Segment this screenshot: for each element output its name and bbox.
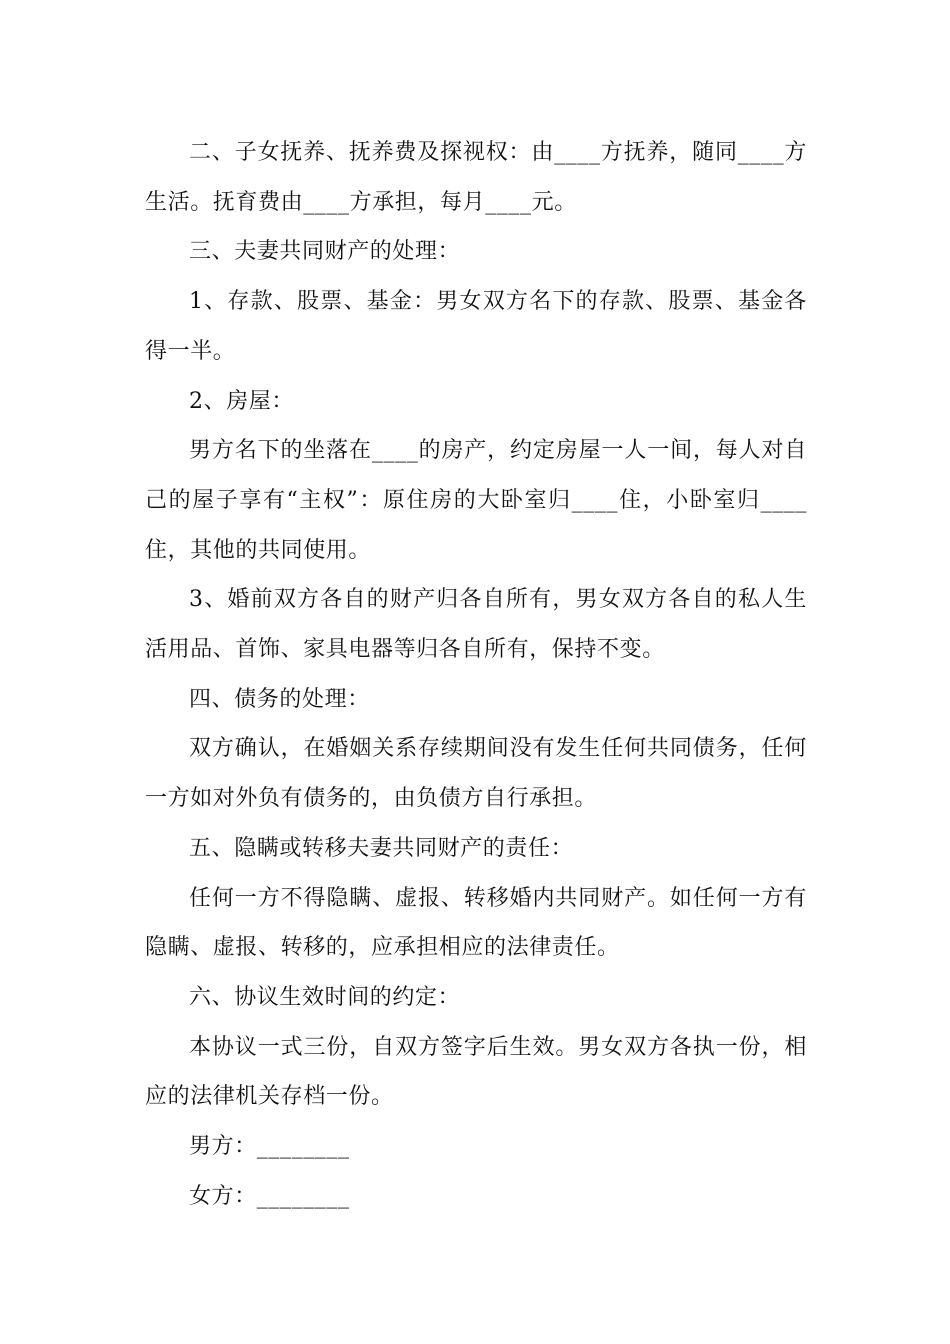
signature-female: 女方：________ — [189, 1183, 350, 1209]
heading-effective-time: 六、协议生效时间的约定： — [189, 984, 461, 1010]
clause-effective-time: 本协议一式三份，自双方签字后生效。男女双方各执一份，相应的法律机关存档一份。 — [145, 1034, 807, 1110]
clause-concealment: 任何一方不得隐瞒、虚报、转移婚内共同财产。如任何一方有隐瞒、虚报、转移的，应承担相应的法律责任。 — [145, 885, 807, 961]
clause-deposits-stocks-funds: 1、存款、股票、基金：男女双方名下的存款、股票、基金各得一半。 — [145, 289, 807, 364]
heading-concealment-liability: 五、隐瞒或转移夫妻共同财产的责任： — [189, 835, 574, 861]
heading-housing: 2、房屋： — [189, 388, 294, 414]
signature-male: 男方：________ — [189, 1134, 350, 1160]
clause-child-custody: 二、子女抚养、抚养费及探视权：由____方抚养，随同____方生活。抚育费由____方承担，每月____元。 — [145, 140, 807, 215]
heading-joint-property: 三、夫妻共同财产的处理： — [189, 239, 461, 265]
document-page — [145, 128, 807, 1221]
heading-debts: 四、债务的处理： — [189, 686, 370, 712]
clause-housing-details: 男方名下的坐落在____的房产，约定房屋一人一间，每人对自己的屋子享有“主权”：原住房的大卧室归____住，小卧室归____住，其他的共同使用。 — [145, 438, 807, 563]
clause-debts: 双方确认，在婚姻关系存续期间没有发生任何共同债务，任何一方如对外负有债务的，由负债方自行承担。 — [145, 736, 807, 812]
clause-premarital-property: 3、婚前双方各自的财产归各自所有，男女双方各自的私人生活用品、首饰、家具电器等归各自所有，保持不变。 — [145, 587, 807, 663]
